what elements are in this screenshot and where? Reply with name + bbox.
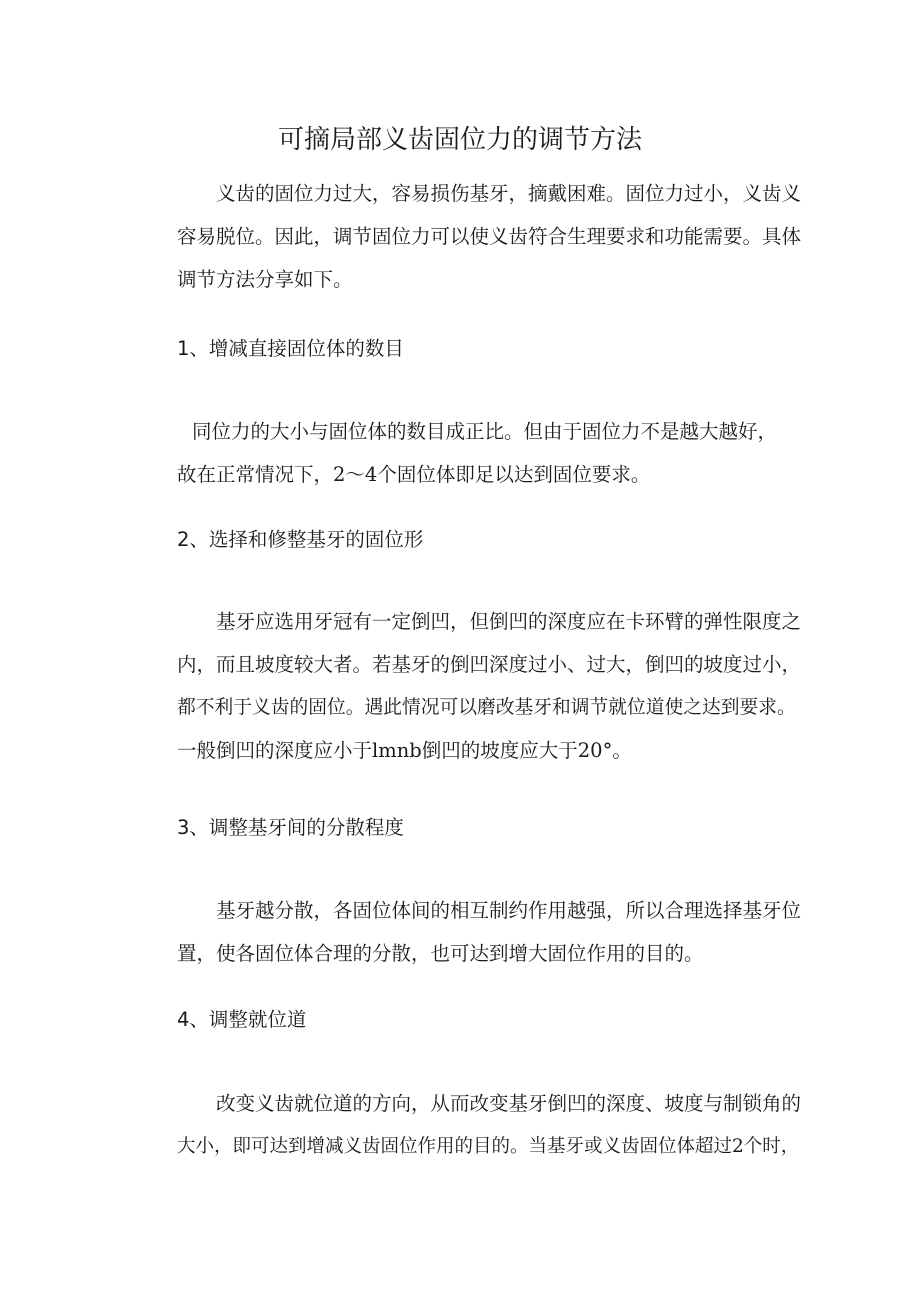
section-heading-4: 4、调整就位道 bbox=[177, 1008, 307, 1031]
paragraph-line: 调节方法分享如下。 bbox=[177, 268, 353, 291]
paragraph-line: 基牙越分散，各固位体间的相互制约作用越强，所以合理选择基牙位 bbox=[216, 899, 802, 922]
intro-paragraph bbox=[138, 172, 802, 301]
paragraph-line: 都不利于义齿的固位。遇此情况可以磨改基牙和调节就位道使之达到要求。 bbox=[177, 697, 796, 718]
paragraph-line: 一般倒凹的深度应小于lmnb倒凹的坡度应大于20°。 bbox=[177, 739, 632, 762]
section-heading-1: 1、增减直接固位体的数目 bbox=[177, 337, 404, 360]
paragraph-line: 基牙应选用牙冠有一定倒凹，但倒凹的深度应在卡环臂的弹性限度之 bbox=[216, 610, 802, 633]
paragraph-line: 同位力的大小与固位体的数目成正比。但由于固位力不是越大越好， bbox=[192, 420, 778, 443]
paragraph-line: 义齿的固位力过大，容易损伤基牙，摘戴困难。固位力过小，义齿义 bbox=[216, 182, 802, 205]
section-heading-3: 3、调整基牙间的分散程度 bbox=[177, 816, 404, 839]
section-paragraph-3 bbox=[138, 889, 802, 975]
document-title: 可摘局部义齿固位力的调节方法 bbox=[277, 125, 642, 155]
section-paragraph-1 bbox=[138, 410, 793, 496]
paragraph-line: 故在正常情况下，2〜4个固位体即足以达到固位要求。 bbox=[177, 463, 651, 486]
paragraph-line: 内，而且坡度较大者。若基牙的倒凹深度过小、过大，倒凹的坡度过小， bbox=[177, 653, 802, 676]
paragraph-line: 大小，即可达到增减义齿固位作用的目的。当基牙或义齿固位体超过2个时， bbox=[177, 1136, 800, 1157]
paragraph-line: 改变义齿就位道的方向，从而改变基牙倒凹的深度、坡度与制锁角的 bbox=[216, 1092, 802, 1115]
paragraph-line: 容易脱位。因此，调节固位力可以使义齿符合生理要求和功能需要。具体 bbox=[177, 225, 802, 248]
section-heading-2: 2、选择和修整基牙的固位形 bbox=[177, 528, 424, 551]
section-paragraph-2 bbox=[138, 600, 802, 772]
section-paragraph-4 bbox=[138, 1082, 802, 1168]
paragraph-line: 置，使各固位体合理的分散，也可达到增大固位作用的目的。 bbox=[177, 942, 704, 965]
